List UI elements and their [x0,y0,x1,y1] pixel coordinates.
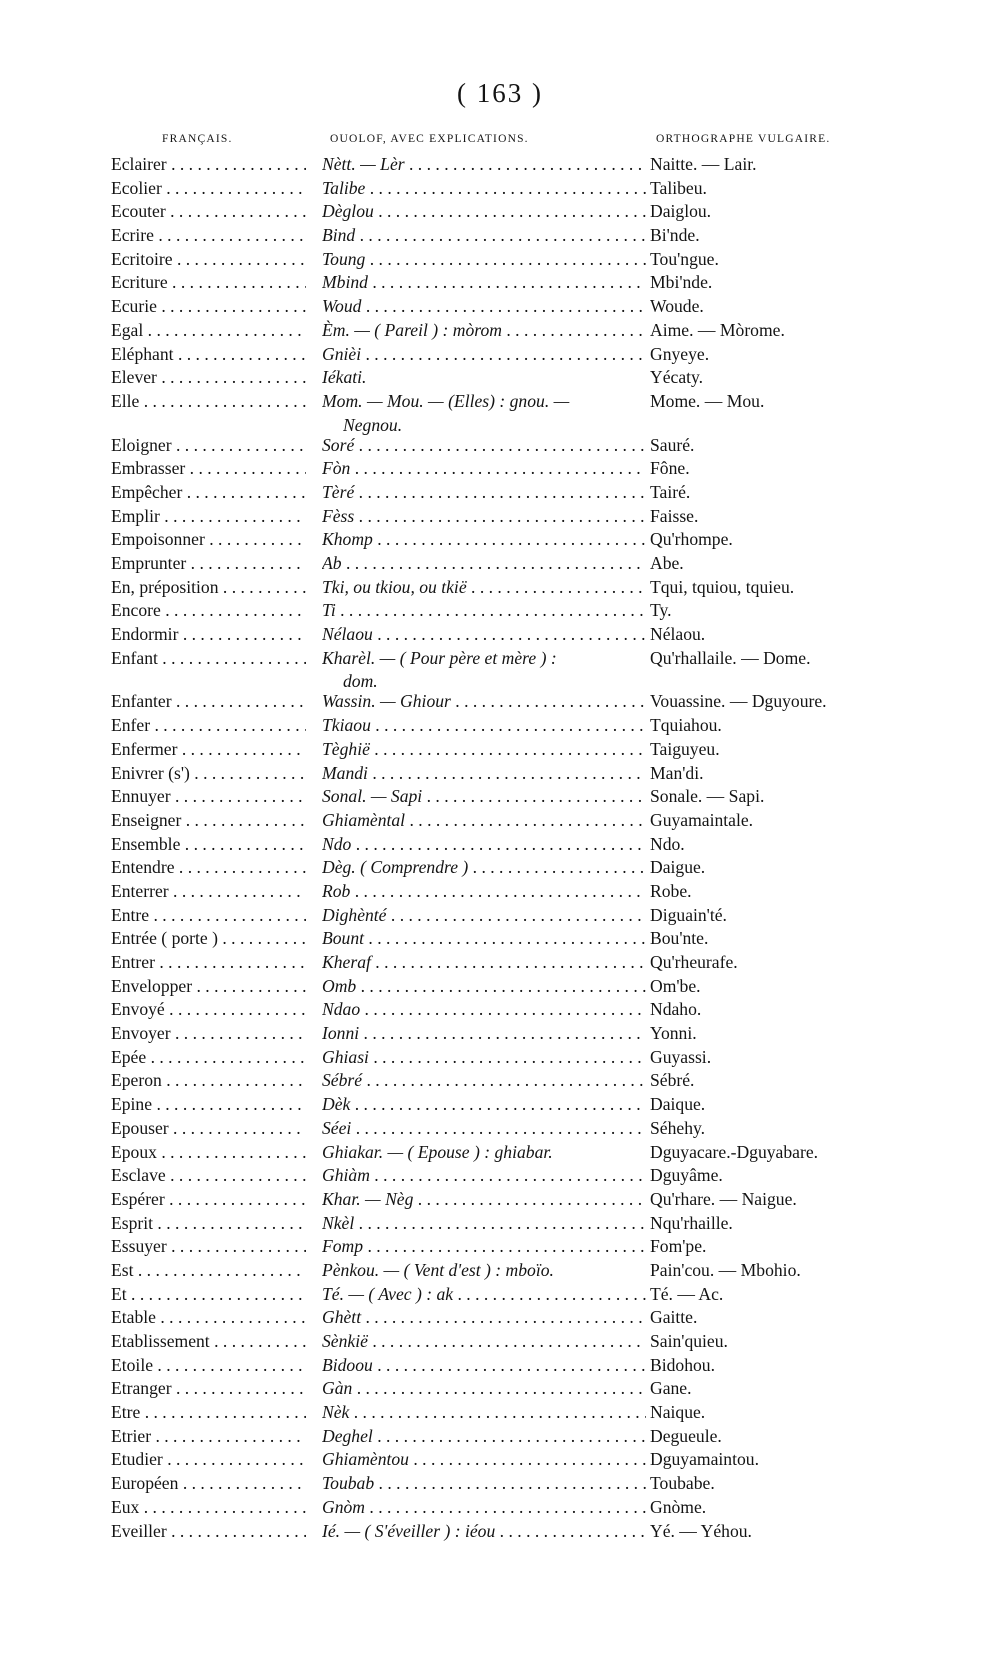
entry-ouolof: Ghiamèntou . . . [322,1448,646,1472]
entry-row [0,833,1000,857]
entry-french: Etoile . . . [111,1354,306,1378]
entry-row [0,1141,1000,1165]
entry-ouolof: Mandi . . . [322,762,646,786]
entry-french: Emplir . . . [111,505,306,529]
entry-french: Envoyer . . . [111,1022,306,1046]
entry-row [0,224,1000,248]
entry-orthographe: Ndaho. [650,999,702,1020]
entry-french: Enfermer . . . [111,738,306,762]
entry-ouolof: Dèg. ( Comprendre ) . . . [322,856,646,880]
entry-row [0,434,1000,458]
entry-french: Embrasser . . . [111,457,306,481]
entry-ouolof: Talibe . . . [322,177,646,201]
entry-french: Entendre . . . [111,856,306,880]
entry-orthographe: Sain'quieu. [650,1331,728,1351]
entry-french: Ennuyer . . . [111,785,306,809]
entry-orthographe: Taiguyeu. [650,738,720,759]
entry-french: Est . . . [111,1259,306,1283]
entry-row [0,785,1000,809]
entry-french: Egal . . . [111,319,306,343]
entry-row [0,1093,1000,1117]
entry-orthographe: Séhehy. [650,1117,706,1138]
entry-orthographe: Qu'rheurafe. [650,952,738,972]
entry-ouolof: Sébré . . . [322,1069,646,1093]
entry-french: Eléphant . . . [111,343,306,367]
entry-french: Ecrire . . . [111,224,306,248]
entry-row [0,904,1000,928]
entry-ouolof: Khar. — Nèg . . . [322,1188,646,1212]
entry-ouolof: Soré . . . [322,434,646,458]
entry-french: Endormir . . . [111,623,306,647]
entry-orthographe: Aime. — Mòrome. [650,319,785,340]
header-ouolof: OUOLOF, AVEC EXPLICATIONS. [330,133,529,145]
entry-orthographe: Tqui, tquiou, tquieu. [650,576,795,597]
entry-ouolof: Nkèl . . . [322,1212,646,1236]
entry-ouolof: Kheraf . . . [322,951,646,975]
page-number: ( 163 ) [457,78,543,108]
header-francais: FRANÇAIS. [162,133,233,145]
entry-row [0,1401,1000,1425]
entry-ouolof: Deghel . . . [322,1425,646,1449]
entry-row [0,457,1000,481]
entry-orthographe: Gnyeye. [650,343,710,364]
entry-orthographe: Nélaou. [650,624,706,645]
entry-ouolof: Omb . . . [322,975,646,999]
entry-row [0,714,1000,738]
entry-orthographe: Vouassine. — Dguyoure. [650,691,827,712]
entry-ouolof: Té. — ( Avec ) : ak . . . [322,1283,646,1307]
entry-orthographe: Ndo. [650,833,685,854]
entry-orthographe: Pain'cou. — Mbohio. [650,1259,801,1280]
entry-orthographe: Dguyamaintou. [650,1449,759,1470]
entry-ouolof: Khomp . . . [322,528,646,552]
entry-orthographe: Qu'rhompe. [650,529,733,550]
entry-orthographe: Bidohou. [650,1354,716,1375]
entry-french: Espérer . . . [111,1188,306,1212]
entry-row [0,1520,1000,1544]
entry-ouolof: Ghètt . . . [322,1306,646,1330]
entry-row [0,1496,1000,1520]
entry-french: Ecritoire . . . [111,248,306,272]
entry-orthographe: Sauré. [650,434,695,455]
entry-ouolof: Iékati. [322,367,367,388]
entry-orthographe: Tquiahou. [650,715,722,736]
entry-ouolof: Dighènté . . . [322,904,646,928]
entry-row [0,1472,1000,1496]
entry-row [0,1425,1000,1449]
entry-french: Eloigner . . . [111,434,306,458]
entry-orthographe: Guyamaintale. [650,809,754,830]
entry-orthographe: Naitte. — Lair. [650,154,757,174]
entry-french: Enfant . . . [111,647,306,671]
entry-orthographe: Tou'ngue. [650,248,719,269]
entry-orthographe: Gane. [650,1378,692,1399]
entry-french: Empêcher . . . [111,481,306,505]
entry-french: En, préposition . . . [111,576,306,600]
entry-french: Eux . . . [111,1496,306,1520]
entry-french: Esclave . . . [111,1164,306,1188]
entry-ouolof: Tkiaou . . . [322,714,646,738]
entry-orthographe: Nqu'rhaille. [650,1212,733,1233]
entry-french: Européen . . . [111,1472,306,1496]
entry-row [0,1330,1000,1354]
entry-french: Ecurie . . . [111,295,306,319]
entry-row [0,975,1000,999]
entry-ouolof: Toung . . . [322,248,646,272]
entry-french: Epine . . . [111,1093,306,1117]
entry-french: Esprit . . . [111,1212,306,1236]
entry-ouolof: Woud . . . [322,295,646,319]
entry-orthographe: Yécaty. [650,367,704,388]
entry-ouolof: Fòn . . . [322,457,646,481]
entry-ouolof: Dèk . . . [322,1093,646,1117]
entry-ouolof: Tèré . . . [322,481,646,505]
entry-ouolof: Pènkou. — ( Vent d'est ) : mboïo. [322,1259,554,1280]
entry-ouolof: Nélaou . . . [322,623,646,647]
entry-french: Eclairer . . . [111,153,306,177]
entry-row [0,1164,1000,1188]
entry-row [0,552,1000,576]
entry-orthographe: Yé. — Yéhou. [650,1520,752,1541]
entry-orthographe: Robe. [650,880,692,901]
entry-orthographe: Faisse. [650,505,699,526]
entry-french: Enivrer (s') . . . [111,762,306,786]
entry-french: Etrier . . . [111,1425,306,1449]
entry-orthographe: Diguain'té. [650,904,727,925]
entry-orthographe: Gaitte. [650,1307,698,1328]
entry-ouolof: Ionni . . . [322,1022,646,1046]
entry-french: Etre . . . [111,1401,306,1425]
entry-row [0,1283,1000,1307]
entry-row [0,623,1000,647]
entry-ouolof: Ndao . . . [322,998,646,1022]
entry-ouolof: Sènkië . . . [322,1330,646,1354]
entry-row [0,414,1000,434]
entry-row [0,576,1000,600]
entry-ouolof: Èm. — ( Pareil ) : mòrom . . . [322,319,646,343]
entry-row [0,1306,1000,1330]
entry-orthographe: Naique. [650,1402,706,1423]
entry-orthographe: Om'be. [650,975,701,996]
entry-french: Eperon . . . [111,1069,306,1093]
entry-row [0,927,1000,951]
entry-french: Etablissement . . . [111,1330,306,1354]
entry-ouolof: Mom. — Mou. — (Elles) : gnou. — [322,390,570,411]
entry-orthographe: Mbi'nde. [650,272,713,293]
entry-ouolof: Gàn . . . [322,1377,646,1401]
entry-french: Encore . . . [111,599,306,623]
entry-orthographe: Gnòme. [650,1496,707,1517]
entry-french: Empoisonner . . . [111,528,306,552]
entry-orthographe: Sonale. — Sapi. [650,786,765,807]
entry-ouolof: Ti . . . [322,599,646,623]
entry-orthographe: Degueule. [650,1425,722,1446]
entry-row [0,505,1000,529]
entry-french: Epée . . . [111,1046,306,1070]
entry-orthographe: Ty. [650,600,672,621]
entry-french: Ecolier . . . [111,177,306,201]
entry-row [0,998,1000,1022]
entry-french: Etudier . . . [111,1448,306,1472]
entry-ouolof: Bount . . . [322,927,646,951]
entry-orthographe: Bou'nte. [650,928,709,949]
entry-french: Enterrer . . . [111,880,306,904]
entry-ouolof: Mbind . . . [322,271,646,295]
entry-ouolof: Ghiasi . . . [322,1046,646,1070]
entry-french: Etable . . . [111,1306,306,1330]
entry-row [0,809,1000,833]
entry-row [0,366,1000,390]
entry-row [0,153,1000,177]
entry-french: Emprunter . . . [111,552,306,576]
entry-row [0,1046,1000,1070]
entry-french: Enseigner . . . [111,809,306,833]
entry-french: Etranger . . . [111,1377,306,1401]
entry-french: Epouser . . . [111,1117,306,1141]
entry-ouolof: Tèghië . . . [322,738,646,762]
entry-french: Enfanter . . . [111,690,306,714]
entry-french: Envelopper . . . [111,975,306,999]
entry-ouolof: Gnòm . . . [322,1496,646,1520]
entry-orthographe: Fom'pe. [650,1236,707,1257]
entry-row [0,481,1000,505]
entry-french: Envoyé . . . [111,998,306,1022]
entry-row [0,880,1000,904]
entry-french: Essuyer . . . [111,1235,306,1259]
entry-row [0,248,1000,272]
entry-ouolof: Rob . . . [322,880,646,904]
entry-row [0,200,1000,224]
entry-french: Ecriture . . . [111,271,306,295]
entry-row [0,1188,1000,1212]
entry-ouolof: Bind . . . [322,224,646,248]
entry-french: Elever . . . [111,366,306,390]
entry-ouolof: Ndo . . . [322,833,646,857]
entry-row [0,647,1000,671]
entry-ouolof: Bidoou . . . [322,1354,646,1378]
entry-orthographe: Toubabe. [650,1473,715,1494]
entry-row [0,856,1000,880]
entry-ouolof: Ab . . . [322,552,646,576]
entry-row [0,1354,1000,1378]
entry-ouolof: Sonal. — Sapi . . . [322,785,646,809]
entry-ouolof: Ghiamèntal . . . [322,809,646,833]
entry-row [0,670,1000,690]
entry-orthographe: Mome. — Mou. [650,390,765,411]
entry-french: Eveiller . . . [111,1520,306,1544]
entry-french: Epoux . . . [111,1141,306,1165]
entry-french: Ecouter . . . [111,200,306,224]
entry-row [0,1117,1000,1141]
entry-orthographe: Bi'nde. [650,225,700,246]
entry-ouolof: Ié. — ( S'éveiller ) : iéou . . . [322,1520,646,1544]
entry-ouolof: Nèk . . . [322,1401,646,1425]
entry-orthographe: Guyassi. [650,1046,712,1067]
entry-ouolof: Fomp . . . [322,1235,646,1259]
entry-ouolof: Fèss . . . [322,505,646,529]
entry-row [0,343,1000,367]
entry-ouolof: Tki, ou tkiou, ou tkië . . . [322,576,646,600]
entry-orthographe: Dguyacare.-Dguyabare. [650,1141,819,1162]
entry-row [0,177,1000,201]
entry-row [0,271,1000,295]
entry-ouolof: Ghiakar. — ( Epouse ) : ghiabar. [322,1141,553,1162]
entry-row [0,1448,1000,1472]
entry-row [0,1235,1000,1259]
entry-row [0,1259,1000,1283]
entry-ouolof: Wassin. — Ghiour . . . [322,690,646,714]
entry-ouolof: Dèglou . . . [322,200,646,224]
entry-french: Enfer . . . [111,714,306,738]
entry-row [0,690,1000,714]
entry-ouolof: Toubab . . . [322,1472,646,1496]
entry-ouolof: Gnièi . . . [322,343,646,367]
entry-orthographe: Abe. [650,553,684,573]
entry-orthographe: Daique. [650,1094,706,1115]
entry-ouolof: Ghiàm . . . [322,1164,646,1188]
entry-french: Ensemble . . . [111,833,306,857]
entry-orthographe: Dguyâme. [650,1165,723,1186]
entry-row [0,528,1000,552]
entry-french: Entrée ( porte ) . . . [111,927,306,951]
entry-orthographe: Qu'rhallaile. — Dome. [650,647,811,668]
entry-french: Entrer . . . [111,951,306,975]
entry-orthographe: Yonni. [650,1023,697,1044]
entry-orthographe: Daigue. [650,857,706,878]
entry-row [0,295,1000,319]
entry-orthographe: Man'di. [650,762,704,783]
entry-orthographe: Fône. [650,458,690,479]
entry-row [0,1377,1000,1401]
entry-orthographe: Talibeu. [650,177,707,198]
entry-orthographe: Daiglou. [650,201,712,222]
header-orthographe-vulgaire: ORTHOGRAPHE VULGAIRE. [656,133,831,145]
entry-ouolof: Kharèl. — ( Pour père et mère ) : [322,647,557,668]
entry-french: Entre . . . [111,904,306,928]
entry-row [0,1022,1000,1046]
entry-french: Et . . . [111,1283,306,1307]
entry-list [0,153,1000,1543]
entry-row [0,1212,1000,1236]
entry-orthographe: Qu'rhare. — Naigue. [650,1188,797,1209]
entry-row [0,762,1000,786]
entry-orthographe: Té. — Ac. [650,1283,724,1304]
entry-ouolof: dom. [343,671,378,692]
entry-ouolof: Séei . . . [322,1117,646,1141]
entry-orthographe: Woude. [650,296,704,317]
entry-row [0,738,1000,762]
entry-row [0,599,1000,623]
entry-row [0,951,1000,975]
entry-ouolof: Negnou. [343,414,403,435]
entry-ouolof: Nètt. — Lèr . . . [322,153,646,177]
entry-orthographe: Sébré. [650,1070,695,1091]
entry-row [0,1069,1000,1093]
entry-row [0,319,1000,343]
entry-french: Elle . . . [111,390,306,414]
entry-orthographe: Tairé. [650,481,691,502]
entry-row [0,390,1000,414]
